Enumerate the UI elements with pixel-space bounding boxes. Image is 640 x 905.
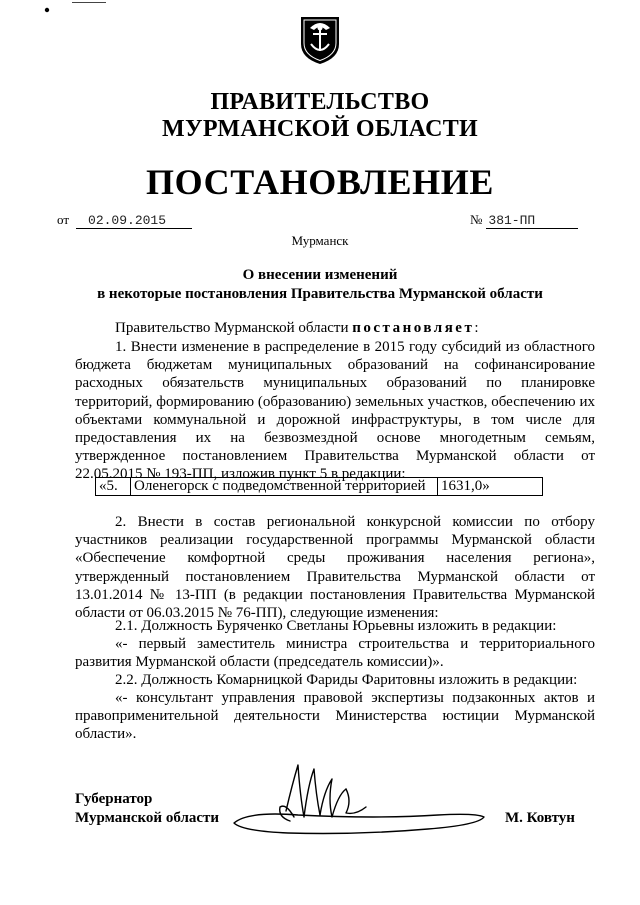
intro-paragraph <box>115 319 595 337</box>
signer-title-line2: Мурманской области <box>75 810 220 826</box>
intro-spaced-word: постановляет <box>352 320 475 336</box>
date-prefix: от <box>57 212 70 227</box>
coat-of-arms-icon <box>298 14 342 66</box>
signer-name: М. Ковтун <box>505 810 575 826</box>
item-2-2-text: «- консультант управления правовой экспертизы подзаконных актов и правоприменительной деятельности Министерства юстиции Мурманской области». <box>75 690 595 743</box>
intro-text: Правительство Мурманской области <box>115 320 353 336</box>
date-block <box>57 211 192 229</box>
item-1: 1. Внести изменение в распределение в 2015 году субсидий из областного бюджета бюджетам муниципальных образований на софинансирование расходных обязательств муниципальных образований по планировке территорий, формированию (образованию) земельных участков, обеспечению их объектами коммунальной и дорожной инфраструктуры, в том числе для предоставления их на безвозмездной основе многодетным семьям, утвержденное постановлением Правительства Мурманской области от 22.05.2015 № 193-ПП, изложив пункт 5 в редакции: <box>75 339 595 483</box>
amendment-table <box>95 477 543 496</box>
number-prefix: № <box>470 212 483 227</box>
table-cell-number: «5. <box>96 478 131 496</box>
handwritten-signature <box>228 755 490 845</box>
date-value: 02.09.2015 <box>76 213 192 229</box>
document-heading-line2: в некоторые постановления Правительства Мурманской области <box>97 286 543 302</box>
intro-colon: : <box>474 320 479 336</box>
table-cell-amount: 1631,0» <box>438 478 543 496</box>
document-heading-line1: О внесении изменений <box>242 267 398 283</box>
item-2-1: 2.1. Должность Буряченко Светланы Юрьевны изложить в редакции: <box>115 618 557 634</box>
org-name-line2: МУРМАНСКОЙ ОБЛАСТИ <box>162 116 478 142</box>
item-2-2: 2.2. Должность Комарницкой Фариды Фаритовны изложить в редакции: <box>115 672 578 688</box>
item-2: 2. Внести в состав региональной конкурсной комиссии по отбору участников реализации государственной программы Мурманской области «Обеспечение комфортной среды проживания населения региона», утвержденный постановлением Правительства Мурманской области от 13.01.2014 № 13-ПП (в редакции постановления Правительства Мурманской области от 06.03.2015 № 76-ПП), следующие изменения: <box>75 514 595 622</box>
number-value: 381-ПП <box>486 213 578 229</box>
table-row <box>96 478 543 496</box>
scan-line <box>72 2 106 3</box>
table-cell-name: Оленегорск с подведомственной территорией <box>131 478 438 496</box>
org-name-line1: ПРАВИТЕЛЬСТВО <box>210 89 430 115</box>
number-block <box>470 211 578 229</box>
scan-mark <box>44 0 50 6</box>
city: Мурманск <box>291 233 349 248</box>
item-2-1-text: «- первый заместитель министра строительства и территориального развития Мурманской области (председатель комиссии)». <box>75 636 595 671</box>
document-type: ПОСТАНОВЛЕНИЕ <box>146 162 494 202</box>
signer-title-line1: Губернатор <box>75 791 153 807</box>
